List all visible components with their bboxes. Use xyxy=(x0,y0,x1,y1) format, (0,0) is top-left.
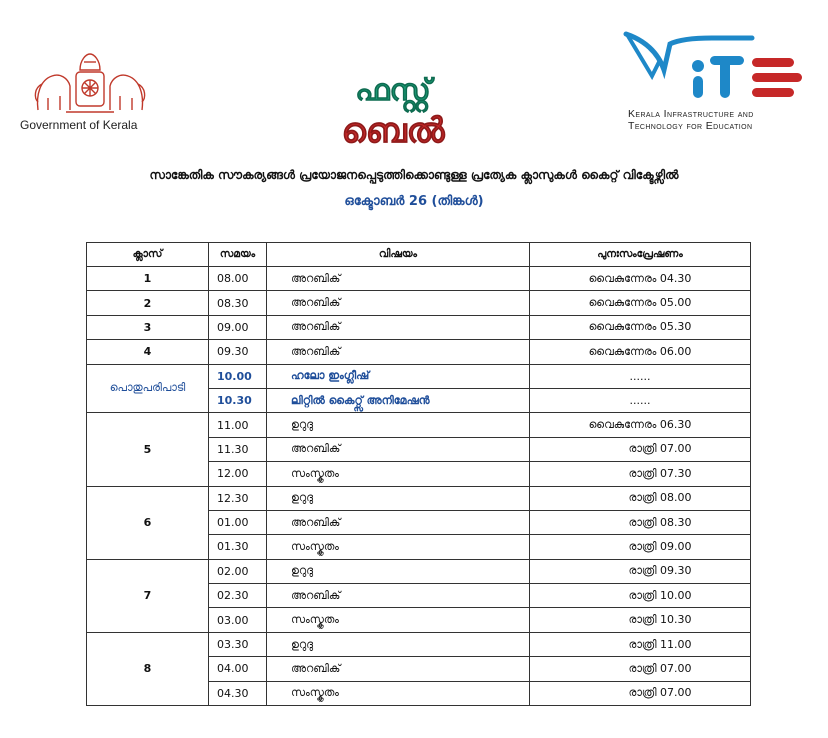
cell-rebroadcast xyxy=(530,437,751,461)
cell-rebroadcast xyxy=(530,535,751,559)
cell-rebroadcast xyxy=(530,388,751,412)
cell-class: 4 xyxy=(87,340,209,364)
cell-subject: ഉറുദു xyxy=(267,559,530,583)
table-row xyxy=(87,291,751,315)
cell-rebroadcast xyxy=(530,486,751,510)
rebroadcast-text: രാത്രി 07.00 xyxy=(628,661,692,675)
cell-subject: ലിറ്റിൽ കൈറ്റ്സ് അനിമേഷൻ xyxy=(267,388,530,412)
cell-time: 11.00 xyxy=(209,413,267,437)
rebroadcast-text: രാത്രി 10.00 xyxy=(628,588,692,602)
cell-time: 08.00 xyxy=(209,267,267,291)
cell-rebroadcast xyxy=(530,608,751,632)
rebroadcast-text: രാത്രി 07.00 xyxy=(628,686,692,700)
cell-time: 12.30 xyxy=(209,486,267,510)
kite-logo xyxy=(622,30,807,105)
rebroadcast-text: രാത്രി 08.30 xyxy=(628,515,692,529)
cell-rebroadcast xyxy=(530,340,751,364)
cell-subject: ഉറുദു xyxy=(267,632,530,656)
first-bell-line1: ഫസ്റ്റ് xyxy=(355,73,431,108)
kite-name-line1: Kerala Infrastructure and xyxy=(628,108,754,120)
schedule-body xyxy=(87,267,751,706)
cell-rebroadcast xyxy=(530,364,751,388)
rebroadcast-text: രാത്രി 09.00 xyxy=(628,539,692,553)
cell-rebroadcast xyxy=(530,510,751,534)
cell-rebroadcast xyxy=(530,657,751,681)
cell-time: 02.30 xyxy=(209,584,267,608)
header-time: സമയം xyxy=(209,243,267,267)
cell-time: 01.00 xyxy=(209,510,267,534)
rebroadcast-text: ...... xyxy=(629,369,651,383)
cell-subject: അറബിക് xyxy=(267,340,530,364)
table-header-row xyxy=(87,243,751,267)
cell-class: 8 xyxy=(87,632,209,705)
header-subject: വിഷയം xyxy=(267,243,530,267)
rebroadcast-text: വൈകുന്നേരം 05.30 xyxy=(588,320,692,334)
cell-time: 10.30 xyxy=(209,388,267,412)
cell-class: 1 xyxy=(87,267,209,291)
cell-subject: അറബിക് xyxy=(267,437,530,461)
table-row xyxy=(87,315,751,339)
table-row xyxy=(87,486,751,510)
cell-subject: സംസ്കൃതം xyxy=(267,608,530,632)
cell-time: 02.00 xyxy=(209,559,267,583)
table-row xyxy=(87,632,751,656)
cell-time: 03.30 xyxy=(209,632,267,656)
cell-time: 04.30 xyxy=(209,681,267,705)
cell-subject: അറബിക് xyxy=(267,315,530,339)
kite-full-name xyxy=(628,108,754,132)
cell-time: 12.00 xyxy=(209,462,267,486)
cell-time: 01.30 xyxy=(209,535,267,559)
cell-time: 03.00 xyxy=(209,608,267,632)
schedule-table xyxy=(86,242,751,706)
cell-subject: അറബിക് xyxy=(267,657,530,681)
cell-class: 2 xyxy=(87,291,209,315)
rebroadcast-text: വൈകുന്നേരം 04.30 xyxy=(588,271,692,285)
rebroadcast-text: ...... xyxy=(629,394,651,408)
page-title: സാങ്കേതിക സൗകര്യങ്ങൾ പ്രയോജനപ്പെടുത്തിക്കൊണ്ടുള്ള പ്രത്യേക ക്ലാസുകൾ കൈറ്റ് വിക്ടേഴ്സിൽ xyxy=(149,168,679,182)
cell-class: 7 xyxy=(87,559,209,632)
cell-subject: അറബിക് xyxy=(267,584,530,608)
cell-rebroadcast xyxy=(530,267,751,291)
cell-subject: സംസ്കൃതം xyxy=(267,681,530,705)
rebroadcast-text: രാത്രി 07.30 xyxy=(628,466,692,480)
cell-rebroadcast xyxy=(530,632,751,656)
cell-subject: സംസ്കൃതം xyxy=(267,535,530,559)
schedule-date: ഒക്ടോബർ 26 (തിങ്കൾ) xyxy=(344,194,484,209)
cell-rebroadcast xyxy=(530,584,751,608)
table-row xyxy=(87,267,751,291)
rebroadcast-text: രാത്രി 11.00 xyxy=(628,637,692,651)
rebroadcast-text: വൈകുന്നേരം 06.00 xyxy=(588,344,692,358)
cell-time: 08.30 xyxy=(209,291,267,315)
cell-subject: അറബിക് xyxy=(267,510,530,534)
header-class: ക്ലാസ് xyxy=(87,243,209,267)
table-row xyxy=(87,413,751,437)
cell-time: 09.30 xyxy=(209,340,267,364)
cell-rebroadcast xyxy=(530,681,751,705)
rebroadcast-text: വൈകുന്നേരം 06.30 xyxy=(588,418,692,432)
first-bell-line2: ബെൽ xyxy=(341,111,445,151)
cell-subject: ഉറുദു xyxy=(267,486,530,510)
first-bell-logo xyxy=(335,60,450,152)
cell-class: 3 xyxy=(87,315,209,339)
cell-rebroadcast xyxy=(530,559,751,583)
cell-subject: ഉറുദു xyxy=(267,413,530,437)
cell-subject: സംസ്കൃതം xyxy=(267,462,530,486)
document-header xyxy=(0,0,828,160)
cell-time: 10.00 xyxy=(209,364,267,388)
table-row xyxy=(87,559,751,583)
header-rebroadcast: പുനഃസംപ്രേഷണം xyxy=(530,243,751,267)
rebroadcast-text: രാത്രി 10.30 xyxy=(628,613,692,627)
cell-subject: ഹലോ ഇംഗ്ലീഷ് xyxy=(267,364,530,388)
cell-class: 5 xyxy=(87,413,209,486)
cell-rebroadcast xyxy=(530,413,751,437)
rebroadcast-text: രാത്രി 09.30 xyxy=(628,564,692,578)
kerala-emblem-icon xyxy=(30,50,150,115)
cell-time: 09.00 xyxy=(209,315,267,339)
rebroadcast-text: രാത്രി 08.00 xyxy=(628,491,692,505)
government-label: Government of Kerala xyxy=(20,118,138,132)
rebroadcast-text: രാത്രി 07.00 xyxy=(628,442,692,456)
table-row xyxy=(87,364,751,388)
cell-rebroadcast xyxy=(530,315,751,339)
cell-subject: അറബിക് xyxy=(267,291,530,315)
cell-subject: അറബിക് xyxy=(267,267,530,291)
rebroadcast-text: വൈകുന്നേരം 05.00 xyxy=(588,296,692,310)
cell-time: 11.30 xyxy=(209,437,267,461)
cell-rebroadcast xyxy=(530,462,751,486)
kite-name-line2: Technology for Education xyxy=(628,120,753,132)
cell-class: 6 xyxy=(87,486,209,559)
table-row xyxy=(87,340,751,364)
cell-class: പൊതുപരിപാടി xyxy=(87,364,209,413)
cell-rebroadcast xyxy=(530,291,751,315)
cell-time: 04.00 xyxy=(209,657,267,681)
